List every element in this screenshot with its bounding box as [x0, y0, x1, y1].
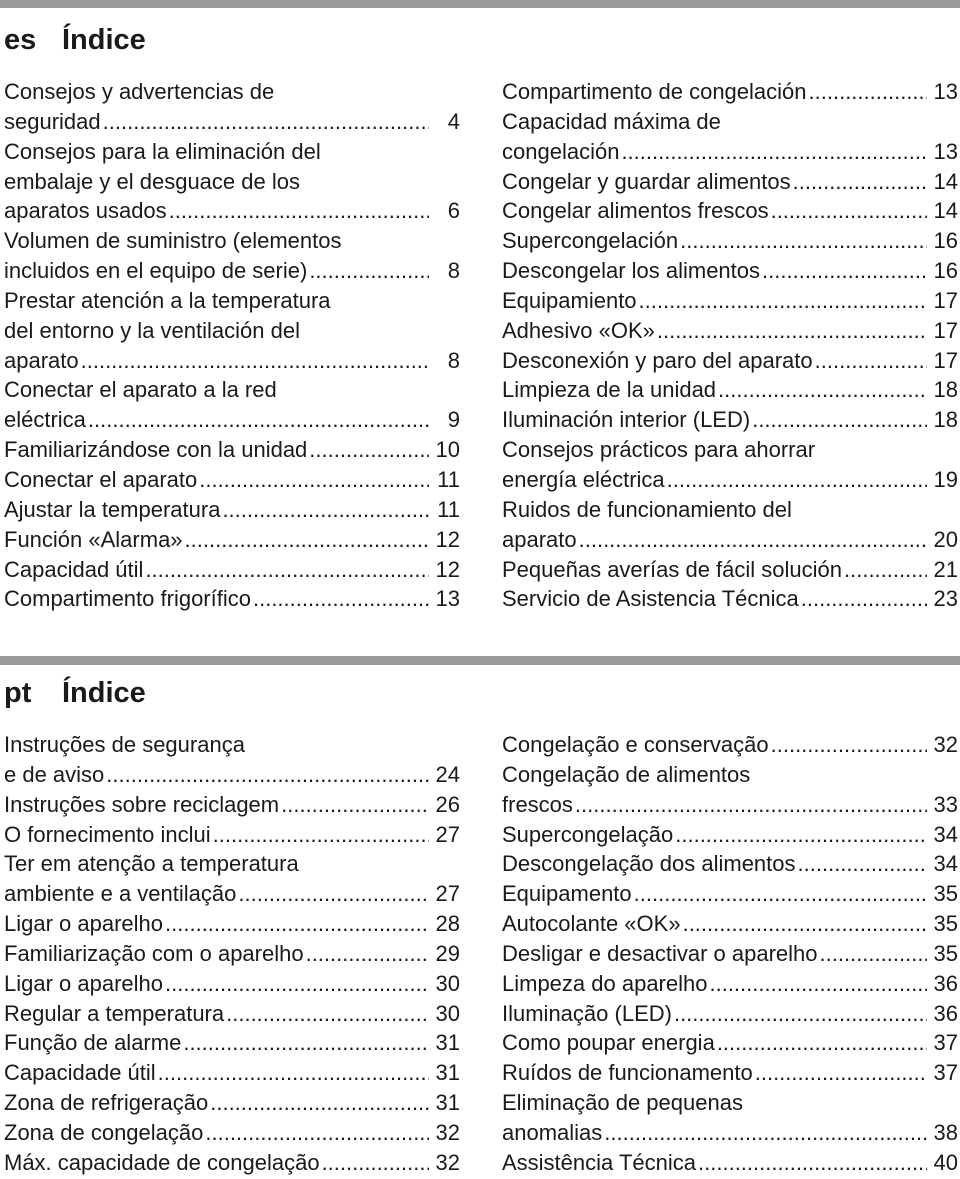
toc-entry-text: Compartimento de congelación [502, 79, 807, 104]
toc-entry-last-line [4, 495, 460, 525]
dot-leader [820, 939, 927, 969]
toc-entry-text: Capacidad máxima de [502, 108, 721, 134]
toc-entry[interactable] [502, 375, 958, 405]
toc-entry[interactable] [4, 584, 460, 614]
dot-leader [238, 879, 429, 909]
toc-entry[interactable] [502, 730, 958, 760]
toc-entry[interactable] [502, 196, 958, 226]
toc-entry-text: eléctrica [4, 407, 86, 433]
dot-leader [183, 1028, 429, 1058]
page-number: 36 [933, 970, 958, 996]
toc-entry[interactable] [4, 1148, 460, 1178]
toc-entry-last-line [502, 167, 958, 197]
page-number: 31 [435, 1060, 460, 1086]
toc-entry[interactable] [502, 256, 958, 286]
toc-entry[interactable] [4, 1028, 460, 1058]
dot-leader [793, 167, 927, 197]
dot-leader [309, 256, 429, 286]
toc-entry-last-line [4, 256, 460, 286]
toc-entry-last-line [502, 555, 958, 585]
dot-leader [717, 1028, 927, 1058]
toc-entry-text: Congelação de alimentos [502, 761, 751, 787]
toc-entry-last-line [502, 790, 958, 820]
page-number: 34 [933, 821, 958, 847]
toc-entry[interactable] [502, 879, 958, 909]
toc-entry-last-line [502, 77, 958, 107]
page-number: 6 [447, 198, 460, 224]
toc-entry-text: Regular a temperatura [4, 1000, 225, 1026]
dot-leader [755, 1058, 927, 1088]
toc-entry-text: Descongelar los alimentos [502, 258, 761, 284]
toc-entry-last-line [502, 999, 958, 1029]
toc-entry-last-line [4, 196, 460, 226]
toc-entry-text: Descongelação dos alimentos [502, 851, 796, 877]
page-number: 33 [933, 791, 958, 817]
toc-entry-text: Consejos prácticos para ahorrar [502, 437, 816, 463]
toc-entry-last-line [502, 465, 958, 495]
toc-entry-text: Capacidad útil [4, 556, 144, 582]
toc-entry-last-line [4, 465, 460, 495]
page-number: 40 [933, 1149, 958, 1175]
toc-entry[interactable] [502, 495, 958, 555]
toc-entry[interactable] [4, 849, 460, 909]
dot-leader [762, 256, 927, 286]
toc-entry-text: Limpeza do aparelho [502, 970, 708, 996]
toc-entry-text: Ruídos de funcionamento [502, 1060, 753, 1086]
toc-entry-last-line [502, 375, 958, 405]
toc-entry[interactable] [502, 849, 958, 879]
toc-entry-last-line [502, 405, 958, 435]
toc-entry-text: incluidos en el equipo de serie) [4, 258, 308, 284]
page-number: 26 [435, 791, 460, 817]
toc-entry-last-line [4, 1028, 460, 1058]
page-number: 14 [933, 168, 958, 194]
toc-entry-text: Volumen de suministro (elementos [4, 228, 342, 254]
toc-entry-text: Limpieza de la unidad [502, 377, 717, 403]
toc-entry-last-line [502, 969, 958, 999]
toc-entry-text: Consejos y advertencias de [4, 79, 275, 104]
dot-leader [165, 969, 429, 999]
page-number: 32 [435, 1119, 460, 1145]
toc-entry-last-line [4, 1118, 460, 1148]
toc-entry[interactable] [4, 1088, 460, 1118]
page-number: 38 [933, 1119, 958, 1145]
toc-entry[interactable] [502, 405, 958, 435]
section-divider-bar [0, 656, 960, 665]
toc-entry-text: Adhesivo «OK» [502, 317, 655, 343]
page-number: 16 [933, 258, 958, 284]
toc-entry-text: aparatos usados [4, 198, 167, 224]
dot-leader [798, 849, 927, 879]
toc-entry-last-line [502, 1118, 958, 1148]
toc-entry-text: Familiarização com o aparelho [4, 940, 304, 966]
dot-leader [158, 1058, 429, 1088]
dot-leader [309, 435, 429, 465]
toc-entry-last-line [502, 730, 958, 760]
dot-leader [771, 730, 927, 760]
toc-entry[interactable] [4, 1058, 460, 1088]
toc-entry-text: Autocolante «OK» [502, 911, 681, 937]
dot-leader [145, 555, 429, 585]
toc-entry-text: Congelar alimentos frescos [502, 198, 769, 224]
page-number: 11 [437, 466, 460, 492]
toc-entry[interactable] [4, 730, 460, 790]
toc-entry[interactable] [502, 1058, 958, 1088]
page-number: 31 [435, 1090, 460, 1116]
page-number: 18 [933, 407, 958, 433]
toc-entry-text: seguridad [4, 108, 101, 134]
toc-entry-text: Desconexión y paro del aparato [502, 347, 813, 373]
dot-leader [226, 999, 429, 1029]
toc-entry[interactable] [502, 1028, 958, 1058]
toc-entry[interactable] [4, 909, 460, 939]
toc-entry[interactable] [4, 1118, 460, 1148]
toc-entry[interactable] [4, 465, 460, 495]
toc-entry-last-line [502, 1148, 958, 1178]
toc-entry-text: Servicio de Asistencia Técnica [502, 586, 799, 612]
dot-leader [213, 820, 429, 850]
toc-entry-last-line [502, 879, 958, 909]
toc-entry[interactable] [4, 137, 460, 227]
toc-entry[interactable] [4, 286, 460, 376]
page-number: 17 [933, 347, 958, 373]
page-number: 31 [435, 1030, 460, 1056]
page-number: 37 [933, 1060, 958, 1086]
toc-entry-text: energía eléctrica [502, 466, 665, 492]
page-number: 27 [435, 881, 460, 907]
toc-entry[interactable] [4, 226, 460, 286]
toc-entry[interactable] [502, 939, 958, 969]
dot-leader [683, 909, 927, 939]
dot-leader [205, 1118, 429, 1148]
toc-entry-last-line [502, 256, 958, 286]
page-number: 28 [435, 911, 460, 937]
page-number: 13 [933, 79, 958, 104]
toc-entry[interactable] [502, 346, 958, 376]
toc-entry-text: Supercongelación [502, 228, 679, 254]
toc-entry-text: Congelação e conservação [502, 732, 769, 757]
page-number: 24 [435, 761, 460, 787]
section-title: Índice [62, 677, 146, 709]
toc-entry-text: Función «Alarma» [4, 526, 183, 552]
dot-leader [253, 584, 429, 614]
page-number: 8 [447, 258, 460, 284]
dot-leader [281, 790, 429, 820]
dot-leader [674, 999, 927, 1029]
dot-leader [199, 465, 429, 495]
toc-entry-text: del entorno y la ventilación del [4, 317, 300, 343]
toc-entry-text: Equipamiento [502, 287, 637, 313]
dot-leader [106, 760, 429, 790]
toc-entry-text: Iluminación interior (LED) [502, 407, 751, 433]
toc-entry-last-line [4, 969, 460, 999]
toc-entry-last-line [502, 1028, 958, 1058]
dot-leader [709, 969, 927, 999]
toc-entry-text: Ligar o aparelho [4, 911, 164, 937]
page-number: 35 [933, 881, 958, 907]
dot-leader [667, 465, 927, 495]
dot-leader [165, 909, 429, 939]
dot-leader [185, 525, 429, 555]
toc-entry[interactable] [4, 435, 460, 465]
dot-leader [675, 820, 927, 850]
dot-leader [222, 495, 429, 525]
toc-entry[interactable] [4, 375, 460, 435]
toc-entry[interactable] [502, 555, 958, 585]
toc-entry-text: Eliminação de pequenas [502, 1090, 743, 1116]
toc-entry-last-line [4, 1148, 460, 1178]
toc-entry-text: aparato [502, 526, 577, 552]
page-number: 10 [435, 437, 460, 463]
page-number: 4 [447, 108, 460, 134]
page-number: 17 [933, 317, 958, 343]
toc-entry[interactable] [502, 969, 958, 999]
dot-leader [210, 1088, 429, 1118]
toc-entry[interactable] [4, 525, 460, 555]
toc-entry[interactable] [502, 167, 958, 197]
toc-entry-text: congelación [502, 138, 620, 164]
toc-entry-last-line [502, 137, 958, 167]
toc-entry-last-line [4, 435, 460, 465]
toc-entry[interactable] [502, 820, 958, 850]
toc-entry-text: Conectar el aparato a la red [4, 377, 277, 403]
section-heading-es [4, 24, 146, 56]
page-number: 32 [435, 1149, 460, 1175]
toc-entry-last-line [502, 346, 958, 376]
toc-entry[interactable] [502, 316, 958, 346]
toc-entry[interactable] [4, 790, 460, 820]
dot-leader [604, 1118, 927, 1148]
toc-entry-text: Familiarizándose con la unidad [4, 437, 308, 463]
toc-entry-text: Consejos para la eliminación del [4, 138, 321, 164]
toc-entry-last-line [4, 939, 460, 969]
toc-entry-last-line [4, 1088, 460, 1118]
toc-entry-text: frescos [502, 791, 573, 817]
toc-entry-last-line [502, 1058, 958, 1088]
toc-column-pt-right [502, 730, 958, 1178]
toc-entry-text: O fornecimento inclui [4, 821, 211, 847]
toc-entry-text: Congelar y guardar alimentos [502, 168, 791, 194]
dot-leader [771, 196, 927, 226]
dot-leader [103, 107, 429, 137]
toc-entry-text: Supercongelação [502, 821, 674, 847]
toc-entry[interactable] [502, 584, 958, 614]
toc-entry[interactable] [502, 77, 958, 107]
toc-entry-text: Como poupar energia [502, 1030, 715, 1056]
toc-entry[interactable] [502, 107, 958, 167]
dot-leader [575, 790, 927, 820]
toc-entry[interactable] [502, 999, 958, 1029]
dot-leader [579, 525, 927, 555]
toc-entry[interactable] [4, 77, 460, 137]
page-number: 17 [933, 287, 958, 313]
toc-entry-text: Ligar o aparelho [4, 970, 164, 996]
dot-leader [752, 405, 927, 435]
page-number: 23 [933, 586, 958, 612]
toc-entry-last-line [4, 790, 460, 820]
toc-entry-text: Compartimento frigorífico [4, 586, 251, 612]
page-number: 34 [933, 851, 958, 877]
toc-entry-text: Prestar atención a la temperatura [4, 287, 331, 313]
top-divider-bar [0, 0, 960, 8]
toc-entry-text: Iluminação (LED) [502, 1000, 672, 1026]
toc-entry[interactable] [4, 969, 460, 999]
toc-entry-last-line [4, 525, 460, 555]
toc-entry-text: Pequeñas averías de fácil solución [502, 556, 842, 582]
toc-entry-last-line [502, 584, 958, 614]
toc-entry-last-line [4, 555, 460, 585]
toc-entry-last-line [4, 405, 460, 435]
toc-entry[interactable] [4, 820, 460, 850]
page-number: 18 [933, 377, 958, 403]
toc-entry-text: Instruções sobre reciclagem [4, 791, 280, 817]
toc-entry-last-line [502, 909, 958, 939]
toc-entry-last-line [4, 879, 460, 909]
toc-entry[interactable] [502, 1088, 958, 1148]
toc-entry-last-line [502, 849, 958, 879]
toc-entry-last-line [502, 286, 958, 316]
page-number: 16 [933, 228, 958, 254]
toc-entry-text: embalaje y el desguace de los [4, 168, 300, 194]
toc-entry-last-line [4, 1058, 460, 1088]
toc-entry[interactable] [4, 939, 460, 969]
page-number: 32 [933, 732, 958, 757]
dot-leader [844, 555, 927, 585]
toc-entry-last-line [502, 939, 958, 969]
page-number: 13 [435, 586, 460, 612]
page-number: 9 [447, 407, 460, 433]
toc-entry-last-line [4, 909, 460, 939]
toc-column-es-right [502, 77, 958, 614]
toc-entry-last-line [502, 525, 958, 555]
toc-entry-text: Zona de refrigeração [4, 1090, 209, 1116]
section-title: Índice [62, 24, 146, 56]
dot-leader [815, 346, 927, 376]
toc-entry[interactable] [502, 286, 958, 316]
toc-column-es-left [4, 77, 460, 614]
dot-leader [621, 137, 927, 167]
dot-leader [718, 375, 927, 405]
toc-entry-last-line [502, 820, 958, 850]
dot-leader [639, 286, 927, 316]
dot-leader [322, 1148, 429, 1178]
dot-leader [680, 226, 927, 256]
page-number: 13 [933, 138, 958, 164]
page-number: 29 [435, 940, 460, 966]
toc-column-pt-left [4, 730, 460, 1178]
dot-leader [81, 346, 429, 376]
toc-entry-text: anomalias [502, 1119, 603, 1145]
toc-entry-text: Máx. capacidade de congelação [4, 1149, 320, 1175]
toc-entry-last-line [502, 226, 958, 256]
page-number: 21 [933, 556, 958, 582]
toc-entry-text: Ajustar la temperatura [4, 496, 221, 522]
toc-entry[interactable] [4, 555, 460, 585]
language-code: pt [4, 677, 32, 709]
dot-leader [698, 1148, 927, 1178]
toc-entry[interactable] [502, 760, 958, 820]
toc-entry-last-line [4, 584, 460, 614]
toc-entry[interactable] [502, 909, 958, 939]
language-code: es [4, 24, 37, 56]
section-heading-pt [4, 677, 146, 709]
toc-entry-text: e de aviso [4, 761, 105, 787]
dot-leader [801, 584, 927, 614]
page-number: 30 [435, 1000, 460, 1026]
toc-entry[interactable] [502, 1148, 958, 1178]
toc-entry-text: Função de alarme [4, 1030, 182, 1056]
page-number: 11 [437, 496, 460, 522]
toc-entry-text: Ruidos de funcionamiento del [502, 496, 792, 522]
toc-entry[interactable] [4, 495, 460, 525]
toc-entry-last-line [4, 999, 460, 1029]
page-number: 19 [933, 466, 958, 492]
toc-entry-text: Desligar e desactivar o aparelho [502, 940, 818, 966]
toc-entry[interactable] [502, 226, 958, 256]
page-number: 8 [447, 347, 460, 373]
page-number: 35 [933, 940, 958, 966]
dot-leader [88, 405, 429, 435]
page-number: 20 [933, 526, 958, 552]
toc-entry-text: ambiente e a ventilação [4, 881, 237, 907]
dot-leader [634, 879, 927, 909]
toc-entry-text: Ter em atenção a temperatura [4, 851, 299, 877]
toc-entry-text: Equipamento [502, 881, 632, 907]
dot-leader [657, 316, 927, 346]
toc-entry-last-line [502, 196, 958, 226]
dot-leader [169, 196, 429, 226]
page-number: 30 [435, 970, 460, 996]
dot-leader [306, 939, 429, 969]
toc-entry-text: aparato [4, 347, 79, 373]
toc-entry[interactable] [502, 435, 958, 495]
page-number: 37 [933, 1030, 958, 1056]
page-number: 27 [435, 821, 460, 847]
dot-leader [809, 77, 927, 107]
page-number: 12 [435, 556, 460, 582]
toc-entry-last-line [502, 316, 958, 346]
page-number: 36 [933, 1000, 958, 1026]
page-number: 12 [435, 526, 460, 552]
toc-entry-last-line [4, 107, 460, 137]
toc-entry-text: Capacidade útil [4, 1060, 156, 1086]
toc-entry-text: Zona de congelação [4, 1119, 204, 1145]
page-number: 14 [933, 198, 958, 224]
toc-entry-last-line [4, 760, 460, 790]
page-number: 35 [933, 911, 958, 937]
toc-entry-text: Conectar el aparato [4, 466, 198, 492]
toc-entry[interactable] [4, 999, 460, 1029]
toc-entry-text: Assistência Técnica [502, 1149, 697, 1175]
toc-entry-last-line [4, 820, 460, 850]
toc-entry-text: Instruções de segurança [4, 732, 245, 757]
toc-entry-last-line [4, 346, 460, 376]
